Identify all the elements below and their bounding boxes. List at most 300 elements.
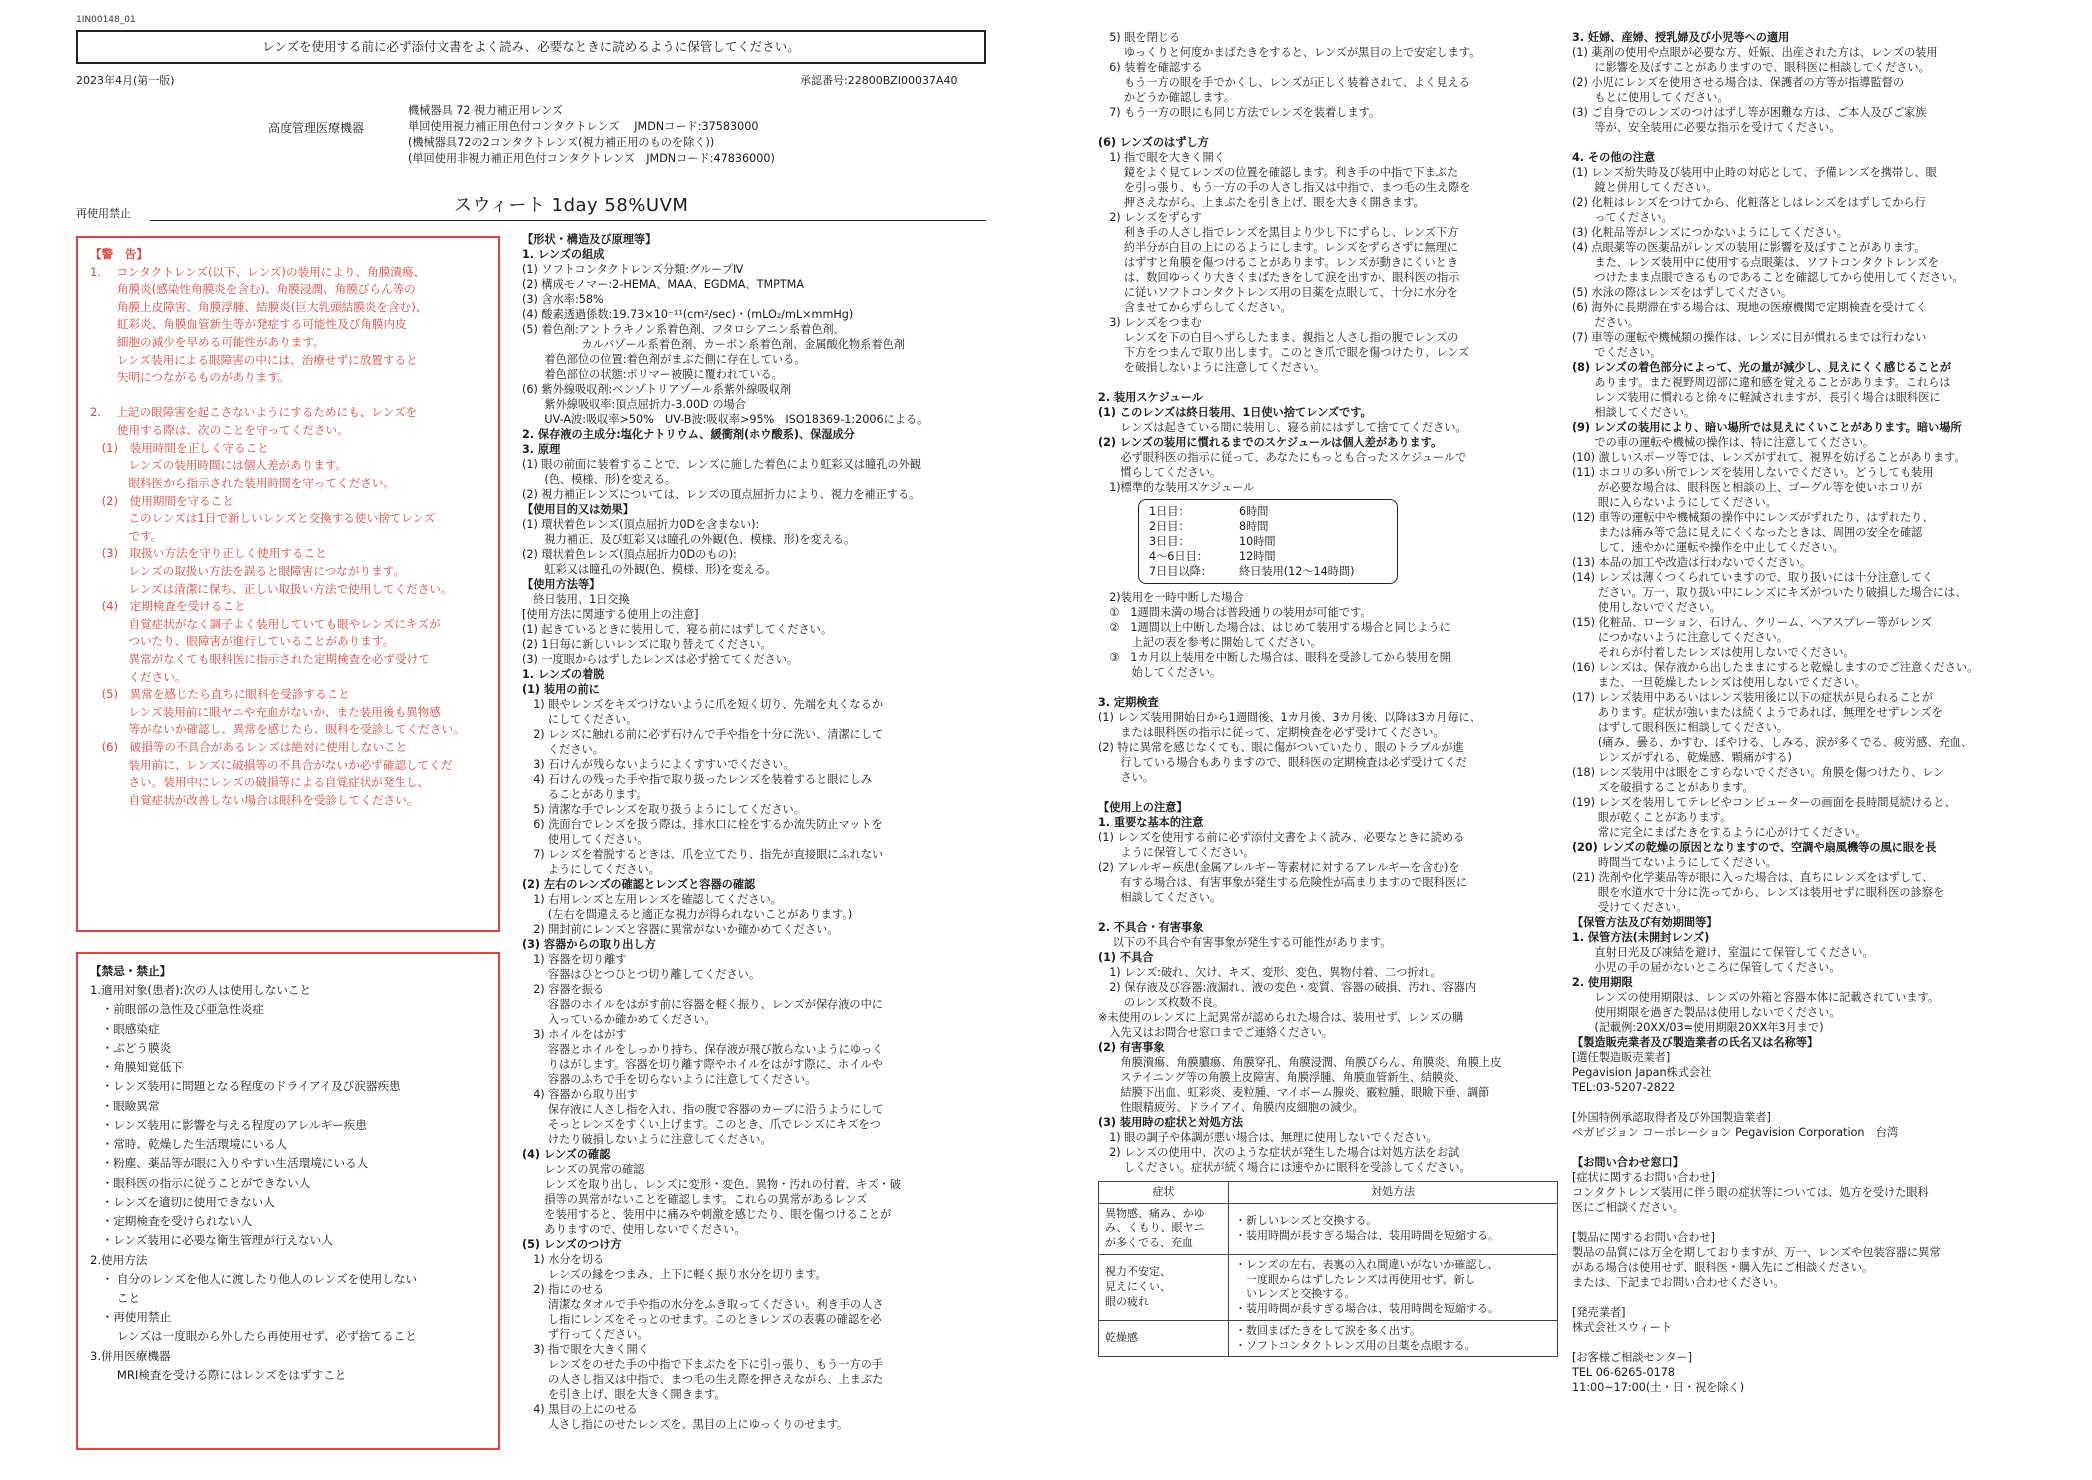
text-line: 小児の手の届かないところに保管してください。 (1572, 961, 1841, 974)
text-line: 着色部位の位置:着色剤がまぶた側に存在している。 (522, 353, 806, 366)
cell-line: 視力不安定、 (1105, 1265, 1171, 1279)
text-line: 2. 上記の眼障害を起こさないようにするためにも、レンズを (90, 405, 418, 420)
text-line: 眼が乾くことがあります。 (1572, 811, 1732, 824)
text-line: (4) レンズの確認 (522, 1148, 611, 1161)
text-line (1098, 905, 1568, 920)
text-line: 含ませてからずらしてください。 (1098, 301, 1292, 314)
text-line: 行している場合もありますので、眼科医の定期検査は必ず受けてくだ (1098, 756, 1467, 769)
text-line: (6) 破損等の不具合があるレンズは絶対に使用しないこと (90, 740, 408, 755)
schedule-row (1149, 504, 1387, 519)
text-line: (21) 洗剤や化学薬品等が眼に入った場合は、直ちにレンズをはずして、 (1572, 871, 1934, 884)
text-line: (5) レンズのつけ方 (522, 1238, 622, 1251)
text-line: (3) 装用時の症状と対処方法 (1098, 1116, 1243, 1129)
text-line: レンズは清潔に保ち、正しい取扱い方法で使用してください。 (90, 581, 453, 596)
text-line: 4. その他の注意 (1572, 151, 1656, 164)
text-line: 【お問い合わせ窓口】 (1572, 1156, 1684, 1169)
text-line: 4) 容器から取り出す (522, 1088, 638, 1101)
text-line: 装用前に、レンズに破損等の不具合がないか必ず確認してくだ (90, 757, 453, 772)
text-line (1572, 1095, 2030, 1110)
cell-line: 一度眼からはずしたレンズは再使用せず、新し (1235, 1272, 1476, 1286)
column-3-part-a (1098, 30, 1568, 495)
text-line: 3) レンズをつまむ (1098, 316, 1202, 329)
text-line: 1.適用対象(患者):次の人は使用しないこと (90, 983, 312, 998)
device-line: (機械器具72の2コンタクトレンズ(視力補正用のものを除く)) (408, 135, 715, 149)
text-line: レンズの使用期限は、レンズの外箱と容器本体に記載されています。 (1572, 991, 1940, 1004)
cell-line: 眼の疲れ (1105, 1294, 1149, 1308)
text-line: もとに使用してください。 (1572, 91, 1729, 104)
text-line: はずすと角膜を傷つけることがあります。レンズが動きにくいとき (1098, 256, 1459, 269)
text-line: (1) 不具合 (1098, 951, 1154, 964)
text-line (1098, 120, 1568, 135)
device-line: (単回使用非視力補正用色付コンタクトレンズ JMDNコード:47836000) (408, 151, 775, 165)
text-line: ・眼瞼異常 (90, 1098, 160, 1113)
text-line: 3) 石けんが残らないようによくすすいでください。 (522, 758, 795, 771)
text-line: はずして眼科医に相談してください。 (1572, 721, 1789, 734)
text-line: 3. 定期検査 (1098, 696, 1159, 709)
schedule-hours: 6時間 (1239, 505, 1269, 518)
text-line: ください。 (90, 669, 187, 684)
cell-line: ・ソフトコンタクトレンズ用の目薬を点眼する。 (1235, 1338, 1476, 1352)
text-line: での車の運転や機械の操作は、特に注意してください。 (1572, 436, 1875, 449)
text-line: 1) 容器を切り離す (522, 953, 627, 966)
text-line: (3) ご自身でのレンズのつけはずし等が困難な方は、ご本人及びご家族 (1572, 106, 1927, 119)
text-line: (19) レンズを装用してテレビやコンピューターの画面を長時間見続けると、 (1572, 796, 1956, 809)
text-line: (18) レンズ装用中は眼をこすらないでください。角膜を傷つけたり、レン (1572, 766, 1945, 779)
text-line: がある場合は使用せず、眼科医・購入先にご相談ください。 (1572, 1261, 1874, 1274)
symptom-header: 症状 (1099, 1182, 1229, 1204)
cell-line: が多くでる、充血 (1105, 1236, 1193, 1250)
schedule-row (1149, 564, 1387, 579)
text-line: でください。 (1572, 346, 1662, 359)
text-line: して、速やかに運転や操作を中止してください。 (1572, 541, 1844, 554)
text-line: 細胞の減少を早める可能性があります。 (90, 335, 325, 350)
text-line: ださい。万一、取り扱い中にレンズにキズがついたり破損した場合には、 (1572, 586, 1967, 599)
text-line: 容器はひとつひとつ切り離してください。 (522, 968, 761, 981)
text-line: (7) 車等の運転や機械類の操作は、レンズに目が慣れるまでは行わない (1572, 331, 1927, 344)
cell-line: 異物感、痛み、かゆ (1105, 1206, 1205, 1220)
text-line: 6) 洗面台でレンズを扱う際は、排水口に栓をするか流失防止マットを (522, 818, 883, 831)
text-line: 1)標準的な装用スケジュール (1098, 481, 1255, 494)
schedule-day: 4～6日目： (1149, 550, 1208, 563)
text-line: 【禁忌・禁止】 (90, 964, 172, 978)
text-line: あります。症状が強いまたは続くようであれば、無理をせずレンズを (1572, 706, 1943, 719)
text-line: 保存液に人さし指を入れ、指の腹で容器のカーブに沿うようにして (522, 1103, 884, 1116)
text-line: ・レンズ装用に影響を与える程度のアレルギー疾患 (90, 1117, 367, 1132)
text-line: 7) レンズを着脱するときは、爪を立てたり、指先が直接眼にふれない (522, 848, 884, 861)
text-line: 【使用目的又は効果】 (522, 503, 634, 516)
text-line: 失明につながるものがあります。 (90, 370, 290, 385)
text-line: を引き上げ、眼を大きく開きます。 (522, 1388, 726, 1401)
text-line: ように保管してください。 (1098, 846, 1255, 859)
text-line: は、数回ゆっくり大きくまばたきをして涙を出すか、眼科医の指示 (1098, 271, 1460, 284)
text-line: が必要な場合は、眼科医と相談の上、ゴーグル等を使いホコリが (1572, 481, 1923, 494)
text-line: (3) 容器からの取り出し方 (522, 938, 656, 951)
text-line: 1. レンズの組成 (522, 248, 605, 261)
schedule-day: 7日目以降： (1149, 565, 1213, 578)
text-line: 2. 使用期限 (1572, 976, 1633, 989)
text-line: 鏡をよく見てレンズの位置を確認します。利き手の中指で下まぶた (1098, 166, 1459, 179)
text-line: (3) 取扱い方法を守り正しく使用すること (90, 546, 327, 561)
text-line: 視力補正、及び虹彩又は瞳孔の外観(色、模様、形)を変える。 (522, 533, 856, 546)
symptom-cell (1099, 1203, 1229, 1254)
text-line (1572, 1140, 2030, 1155)
text-line: (1) 環状着色レンズ(頂点屈折力0Dを含まない): (522, 518, 760, 531)
text-line: を破損しないように注意してください。 (1098, 361, 1326, 374)
text-line: 【使用方法等】 (522, 578, 601, 591)
text-line: 時間当てないようにしてください。 (1572, 856, 1777, 869)
text-line: ③ 1カ月以上装用を中断した場合は、眼科を受診してから装用を開 (1098, 651, 1451, 664)
cell-line: ・新しいレンズと交換する。 (1235, 1214, 1378, 1228)
text-line: 2) 開封前にレンズと容器に異常がないか確かめてください。 (522, 923, 839, 936)
text-line: ついたり、眼障害が進行していることがあります。 (90, 634, 395, 649)
text-line: (4) 点眼薬等の医薬品がレンズの装用に影響を及ぼすことがあります。 (1572, 241, 1926, 254)
text-line: (1) 薬剤の使用や点眼が必要な方、妊娠、出産された方は、レンズの装用 (1572, 46, 1938, 59)
text-line: あります。また視野周辺部に違和感を覚えることがあります。これらは (1572, 376, 1951, 389)
column-2 (522, 232, 994, 1432)
text-line: 容器とホイルをしっかり持ち、保存液が飛び散らないようにゆっく (522, 1043, 884, 1056)
text-line (1572, 1290, 2030, 1305)
schedule-hours: 8時間 (1239, 520, 1269, 533)
text-line: 2. 不具合・有害事象 (1098, 921, 1204, 934)
text-line: ペガビジョン コーポレーション Pegavision Corporation 台湾 (1572, 1126, 1899, 1139)
product-name: スウィート 1day 58%UVM (454, 195, 689, 216)
cell-line: ・数回まばたきをして涙を多く出す。 (1235, 1323, 1422, 1337)
text-line: (5) 異常を感じたら直ちに眼科を受診すること (90, 687, 350, 702)
text-line: レンズをのせた手の中指で下まぶたを下に引っ張り、もう一方の手 (522, 1358, 883, 1371)
text-line: 下方をつまんで取り出します。このとき爪で眼を傷つけたり、レンズ (1098, 346, 1470, 359)
device-line: 機械器具 72 視力補正用レンズ (408, 104, 563, 117)
text-line (1098, 785, 1568, 800)
text-line: 【形状・構造及び原理等】 (522, 233, 657, 246)
revision-date: 2023年4月(第一版) (76, 74, 175, 87)
text-line: 等が、安全装用に必要な指示を受けてください。 (1572, 121, 1841, 134)
text-line: (2) レンズの装用に慣れるまでのスケジュールは個人差があります。 (1098, 436, 1443, 449)
text-line: (2) 有害事象 (1098, 1041, 1165, 1054)
text-line: 使用してください。 (522, 833, 649, 846)
text-line: レンズは一度眼から外したら再使用せず、必ず捨てること (90, 1329, 417, 1344)
text-line: (1) 装用の前に (522, 683, 600, 696)
read-before-use-notice: レンズを使用する前に必ず添付文書をよく読み、必要なときに読めるように保管してください。 (76, 30, 986, 64)
text-line: (3) 化粧品等がレンズにつかないようにしてください。 (1572, 226, 1848, 239)
approval-number: 承認番号:22800BZI00037A40 (800, 74, 958, 87)
reuse-prohibited-label: 再使用禁止 (76, 207, 131, 220)
text-line: レンズを下の白目へずらしたまま、親指と人さし指の腹でレンズの (1098, 331, 1459, 344)
text-line: (2) 特に異常を感じなくても、眼に傷がついていたり、眼のトラブルが進 (1098, 741, 1464, 754)
text-line: (20) レンズの乾燥の原因となりますので、空調や扇風機等の風に眼を長 (1572, 841, 1937, 854)
symptom-cell (1099, 1254, 1229, 1320)
text-line: (11) ホコリの多い所でレンズを装用しないでください。どうしても装用 (1572, 466, 1934, 479)
text-line: の人さし指又は中指で、まつ毛の生え際を押さえながら、上まぶた (522, 1373, 884, 1386)
text-line: 2) レンズに触れる前に必ず石けんで手や指を十分に洗い、清潔にして (522, 728, 884, 741)
document-id: 1IN00148_01 (76, 15, 136, 25)
column-3-part-b (1098, 590, 1568, 1175)
symptom-row (1099, 1254, 1558, 1320)
text-line: (6) 紫外線吸収剤:ベンゾトリアゾール系紫外線吸収剤 (522, 383, 792, 396)
text-line: 受けてください。 (1572, 901, 1688, 914)
text-line: [外国特例承認取得者及び外国製造業者] (1572, 1111, 1771, 1124)
symptom-row (1099, 1320, 1558, 1356)
text-line: ず行ってください。 (522, 1328, 649, 1341)
text-line: 有する場合は、有害事象が発生する危険性が高まりますので眼科医に (1098, 876, 1468, 889)
text-line (1572, 1335, 2030, 1350)
text-line: レンズは起きている間に装用し、寝る前にはずして捨ててください。 (1098, 421, 1467, 434)
text-line: ・定期検査を受けられない人 (90, 1214, 253, 1229)
text-line: 押さえながら、上まぶたを引き上げ、眼を大きく開きます。 (1098, 196, 1425, 209)
text-line: UV-A波:吸収率>50% UV-B波:吸収率>95% ISO18369-1:2006による。 (522, 413, 929, 426)
text-line: にしてください。 (522, 713, 638, 726)
text-line: ・ぶどう膜炎 (90, 1040, 172, 1055)
action-cell (1229, 1320, 1558, 1356)
action-header: 対処方法 (1229, 1182, 1558, 1204)
symptom-cell (1099, 1320, 1229, 1356)
text-line: このレンズは1日で新しいレンズと交換する使い捨てレンズ (90, 511, 436, 526)
cell-line: ・装用時間が長すぎる場合は、装用時間を短縮する。 (1235, 1228, 1499, 1242)
text-line: [選任製造販売業者] (1572, 1051, 1671, 1064)
text-line: (15) 化粧品、ローション、石けん、クリーム、ヘアスプレー等がレンズ (1572, 616, 1932, 629)
text-line: 入先又はお問合せ窓口までご連絡ください。 (1098, 1026, 1333, 1039)
text-line: 【使用上の注意】 (1098, 801, 1188, 814)
prohibition-box (76, 952, 500, 1450)
text-line: (2) 環状着色レンズ(頂点屈折力0Dのもの): (522, 548, 737, 561)
text-line: 虹彩又は瞳孔の外観(色、模様、形)を変える。 (522, 563, 777, 576)
text-line: (2) 使用期間を守ること (90, 493, 234, 508)
text-line: し指にレンズをそっとのせます。このときレンズの表裏の確認を必 (522, 1313, 882, 1326)
symptom-row (1099, 1203, 1558, 1254)
text-line: ステイニング等の角膜上皮障害、角膜浮腫、角膜血管新生、結膜炎、 (1098, 1071, 1466, 1084)
text-line: 結膜下出血、虹彩炎、麦粒腫、マイボーム腺炎、霰粒腫、眼瞼下垂、調節 (1098, 1086, 1490, 1099)
text-line: 角膜上皮障害、角膜浮腫、結膜炎(巨大乳頭結膜炎を含む)、 (90, 299, 428, 314)
text-line: 約半分が白目の上にのるようにします。レンズをずらさずに無理に (1098, 241, 1459, 254)
text-line (1572, 135, 2030, 150)
text-line: [使用方法に関連する使用上の注意] (522, 608, 699, 621)
text-line: 3. 原理 (522, 443, 561, 456)
column-4 (1572, 30, 2030, 1395)
text-line: 損等の異常がないことを確認します。これらの異常があるレンズ (522, 1193, 868, 1206)
text-line: 終日装用、1日交換 (522, 593, 630, 606)
text-line: レンズの取扱い方法を誤ると眼障害につながります。 (90, 563, 405, 578)
text-line: 1) 眼やレンズをキズつけないように爪を短く切り、先端を丸くなるか (522, 698, 884, 711)
text-line: のレンズ枚数不良。 (1098, 996, 1225, 1009)
text-line: ることがあります。 (522, 788, 648, 801)
warning-box (76, 236, 500, 932)
text-line: (3) 含水率:58% (522, 293, 604, 306)
text-line: 角膜炎(感染性角膜炎を含む)、角膜浸潤、角膜びらん等の (90, 282, 416, 297)
text-line: 容器のホイルをはがす前に容器を軽く振り、レンズが保存液の中に (522, 998, 883, 1011)
text-line: 異常がなくても眼科医に指示された定期検査を必ず受けて (90, 652, 430, 667)
text-line: (4) 定期検査を受けること (90, 599, 246, 614)
schedule-day: 3日目： (1149, 535, 1190, 548)
text-line: 3.併用医療機器 (90, 1348, 171, 1363)
text-line: 使用する際は、次のことを守ってください。 (90, 423, 349, 438)
text-line: 2) 保存液及び容器:液漏れ、液の変色・変質、容器の破損、汚れ、容器内 (1098, 981, 1477, 994)
text-line (1098, 680, 1568, 695)
text-line: または眼科医の指示に従って、定期検査を必ず受けてください。 (1098, 726, 1445, 739)
text-line: レンズの縁をつまみ、上下に軽く振り水分を切ります。 (522, 1268, 827, 1281)
text-line: (2) 小児にレンズを使用させる場合は、保護者の方等が指導監督の (1572, 76, 1905, 89)
text-line: ださい。 (1572, 316, 1640, 329)
text-line: つけたまま点眼できるものであることを確認してから使用してください。 (1572, 271, 1964, 284)
wear-schedule-box (1138, 499, 1398, 584)
cell-line: 乾燥感 (1105, 1331, 1138, 1345)
text-line: 7) もう一方の眼にも同じ方法でレンズを装着します。 (1098, 106, 1381, 119)
action-cell (1229, 1203, 1558, 1254)
text-line: (2) アレルギー疾患(金属アレルギー等素材に対するアレルギーを含む)を (1098, 861, 1460, 874)
text-line: 容器のふちで手を切らないように注意してください。 (522, 1073, 817, 1086)
text-line: ようにしてください。 (522, 863, 660, 876)
text-line: 等がないか確認し、異常を感じたら、眼科を受診してください。 (90, 722, 465, 737)
text-line: ・前眼部の急性及び亜急性炎症 (90, 1002, 264, 1017)
text-line: さい。装用中にレンズの破損等による自覚症状が発生し、 (90, 775, 430, 790)
text-line: ・眼感染症 (90, 1021, 160, 1036)
text-line: 【警 告】 (90, 247, 148, 261)
action-cell (1229, 1254, 1558, 1320)
text-line: (1) レンズ装用開始日から1週間後、1カ月後、3カ月後、以降は3カ月毎に、 (1098, 711, 1481, 724)
text-line: レンズ装用前に眼ヤニや充血がないか、また装用後も異物感 (90, 704, 441, 719)
schedule-row (1149, 534, 1387, 549)
text-line: 必ず眼科医の指示に従って、あなたにもっとも合ったスケジュールで (1098, 451, 1467, 464)
text-line: 使用しないでください。 (1572, 601, 1721, 614)
text-line: 上記の表を参考に開始してください。 (1098, 636, 1322, 649)
text-line: 以下の不具合や有害事象が発生する可能性があります。 (1098, 936, 1392, 949)
text-line: 紫外線吸収率:頂点屈折力-3.00D の場合 (522, 398, 746, 411)
text-line: 相談してください。 (1572, 406, 1696, 419)
text-line: [お客様ご相談センター] (1572, 1351, 1693, 1364)
text-line: 常に完全にまばたきをするように心がけてください。 (1572, 826, 1867, 839)
text-line: (2) 化粧はレンズをつけてから、化粧落としはレンズをはずしてから行 (1572, 196, 1926, 209)
text-line: 4) 石けんの残った手や指で取り扱ったレンズを装着すると眼にしみ (522, 773, 873, 786)
text-line: (2) 左右のレンズの確認とレンズと容器の確認 (522, 878, 756, 891)
text-line: (5) 着色剤:アントラキノン系着色剤、フタロシアニン系着色剤、 (522, 323, 845, 336)
text-line: もう一方の眼を手でかくし、レンズが正しく装着されて、よく見える (1098, 76, 1470, 89)
text-line: 始してください。 (1098, 666, 1222, 679)
device-line: 単回使用視力補正用色付コンタクトレンズ JMDNコード:37583000 (408, 119, 759, 133)
text-line: (2) 構成モノマー:2-HEMA、MAA、EGDMA、TMPTMA (522, 278, 804, 291)
text-line: 2.使用方法 (90, 1252, 148, 1267)
text-line: 1. コンタクトレンズ(以下、レンズ)の装用により、角膜潰瘍、 (90, 264, 426, 279)
text-line: 2)装用を一時中断した場合 (1098, 591, 1244, 604)
text-line: (12) 車等の運転中や機械類の操作中にレンズがずれたり、はずれたり、 (1572, 511, 1934, 524)
text-line: 5) 眼を閉じる (1098, 31, 1181, 44)
text-line: 【製造販売業者及び製造業者の氏名又は名称等】 (1572, 1036, 1819, 1049)
schedule-day: 2日目： (1149, 520, 1190, 533)
text-line: また、一旦乾燥したレンズは使用しないでください。 (1572, 676, 1866, 689)
text-line: (14) レンズは薄くつくられていますので、取り扱いには十分注意してく (1572, 571, 1934, 584)
text-line: 3. 妊婦、産婦、授乳婦及び小児等への適用 (1572, 31, 1790, 44)
text-line: 虹彩炎、角膜血管新生等が発症する可能性及び角膜内皮 (90, 317, 407, 332)
cell-line: 見えにくい、 (1105, 1280, 1171, 1294)
text-line: 2. 装用スケジュール (1098, 391, 1203, 404)
text-line: しください。症状が続く場合には速やかに眼科を受診してください。 (1098, 1161, 1471, 1174)
text-line: (1) レンズ紛失時及び装用中止時の対応として、予備レンズを携帯し、眼 (1572, 166, 1937, 179)
text-line: 1. レンズの着脱 (522, 668, 605, 681)
text-line: 2) レンズをずらす (1098, 211, 1202, 224)
schedule-row (1149, 549, 1387, 564)
text-line: ② 1週間以上中断した場合は、はじめて装用する場合と同じように (1098, 621, 1451, 634)
text-line: Pegavision Japan株式会社 (1572, 1066, 1712, 1079)
text-line: MRI検査を受ける際にはレンズをはずすこと (90, 1367, 347, 1382)
text-line: ① 1週間未満の場合は普段通りの装用が可能です。 (1098, 606, 1372, 619)
text-line: (16) レンズは、保存液から出したままにすると乾燥しますのでご注意ください。 (1572, 661, 1979, 674)
text-line: 入っているか確かめてください。 (522, 1013, 716, 1026)
cell-line: いレンズと交換する。 (1235, 1287, 1356, 1301)
symptom-table (1098, 1181, 1558, 1357)
text-line: に影響を及ぼすことがありますので、眼科医に相談してください。 (1572, 61, 1930, 74)
text-line: 4) 黒目の上にのせる (522, 1403, 638, 1416)
text-line: 鏡と併用してください。 (1572, 181, 1718, 194)
text-line: 6) 装着を確認する (1098, 61, 1203, 74)
text-line: ※未使用のレンズに上記異常が認められた場合は、装用せず、レンズの購 (1098, 1011, 1464, 1024)
text-line: レンズの装用時間には個人差があります。 (90, 458, 348, 473)
text-line: 2. 保存液の主成分:塩化ナトリウム、緩衝剤(ホウ酸系)、保湿成分 (522, 428, 855, 441)
text-line: けたり破損しないように注意してください。 (522, 1133, 772, 1146)
schedule-hours: 10時間 (1239, 535, 1276, 548)
text-line: (4) 酸素透過係数:19.73×10⁻¹¹(cm²/sec)・(mLO₂/mL×mmHg) (522, 308, 854, 321)
text-line: です。 (90, 528, 163, 543)
text-line: ください。 (522, 743, 604, 756)
text-line: 眼科医から指示された装用時間を守ってください。 (90, 475, 396, 490)
text-line: (6) レンズのはずし方 (1098, 136, 1209, 149)
text-line: ・レンズを適切に使用できない人 (90, 1194, 275, 1209)
text-line: ・常時、乾燥した生活環境にいる人 (90, 1137, 288, 1152)
schedule-hours: 12時間 (1239, 550, 1276, 563)
text-line: を装用すると、装用中に痛みや刺激を感じたり、眼を傷つけることが (522, 1208, 892, 1221)
text-line: 5) 清潔な手でレンズを取り扱うようにしてください。 (522, 803, 805, 816)
text-line: (1) 眼の前面に装着することで、レンズに施した着色により虹彩又は瞳孔の外観 (522, 458, 921, 471)
text-line: TEL 06-6265-0178 (1572, 1366, 1675, 1379)
text-line: ・ 自分のレンズを他人に渡したり他人のレンズを使用しない (90, 1271, 418, 1286)
text-line: 自覚症状がなく調子よく装用していても眼やレンズにキズが (90, 616, 441, 631)
text-line: 1) 水分を切る (522, 1253, 605, 1266)
text-line: (9) レンズの装用により、暗い場所では見えにくいことがあります。暗い場所 (1572, 421, 1962, 434)
cell-line: み、くもり、眼ヤニ (1105, 1221, 1205, 1235)
text-line: ・粉塵、薬品等が眼に入りやすい生活環境にいる人 (90, 1156, 369, 1171)
device-classification: 高度管理医療機器 (268, 121, 365, 135)
text-line: 清潔なタオルで手や指の水分をふき取ってください。利き手の人さ (522, 1298, 884, 1311)
text-line: カルバゾール系着色剤、カーボン系着色剤、金属酸化物系着色剤 (522, 338, 905, 351)
text-line: 1) 右用レンズと左用レンズを確認してください。 (522, 893, 782, 906)
schedule-day: 1日目： (1149, 505, 1190, 518)
text-line: 性眼精疲労、ドライアイ、角膜内皮細胞の減少。 (1098, 1101, 1364, 1114)
text-line: (2) 1日毎に新しいレンズに取り替えてください。 (522, 638, 772, 651)
text-line: 1) 指で眼を大きく開く (1098, 151, 1225, 164)
text-line: 1. 重要な基本的注意 (1098, 816, 1204, 829)
schedule-row (1149, 519, 1387, 534)
text-line: 株式会社スウィート (1572, 1321, 1673, 1334)
text-line: かどうか確認します。 (1098, 91, 1235, 104)
text-line: 相談してください。 (1098, 891, 1222, 904)
text-line: 1) 眼の調子や体調が悪い場合は、無理に使用しないでください。 (1098, 1131, 1438, 1144)
text-line: (左右を間違えると適正な視力が得られないことがあります。) (522, 908, 853, 921)
text-line: を引っ張り、もう一方の手の人さし指又は中指で、まつ毛の生え際を (1098, 181, 1471, 194)
text-line: それらが付着したレンズは使用しないでください。 (1572, 646, 1855, 659)
text-line: りはがします。容器を切り離す際やホイルをはがす際に、ホイルや (522, 1058, 883, 1071)
text-line: ズを破損することがあります。 (1572, 781, 1754, 794)
text-line: (6) 海外に長期滞在する場合は、現地の医療機関で定期検査を受けてく (1572, 301, 1928, 314)
text-line: 角膜潰瘍、角膜膿瘍、角膜穿孔、角膜浸潤、角膜びらん、角膜炎、角膜上皮 (1098, 1056, 1502, 1069)
text-line: 2) 指にのせる (522, 1283, 605, 1296)
text-line: レンズを取り出し、レンズに変形・変色、異物・汚れの付着、キズ・破 (522, 1178, 901, 1191)
cell-line: ・装用時間が長すぎる場合は、装用時間を短縮する。 (1235, 1302, 1499, 1316)
text-line: (2) 視力補正レンズについては、レンズの頂点屈折力により、視力を補正する。 (522, 488, 921, 501)
schedule-hours: 終日装用(12～14時間) (1239, 565, 1355, 578)
text-line: [症状に関するお問い合わせ] (1572, 1171, 1715, 1184)
text-line: または痛み等で急に見えにくくなったときは、周囲の安全を確認 (1572, 526, 1923, 539)
text-line (1572, 1215, 2030, 1230)
text-line: ・レンズ装用に問題となる程度のドライアイ及び涙器疾患 (90, 1079, 401, 1094)
text-line: [発売業者] (1572, 1306, 1626, 1319)
text-line: (3) 一度眼からはずしたレンズは必ず捨ててください。 (522, 653, 799, 666)
text-line: 自覚症状が改善しない場合は眼科を受診してください。 (90, 792, 419, 807)
